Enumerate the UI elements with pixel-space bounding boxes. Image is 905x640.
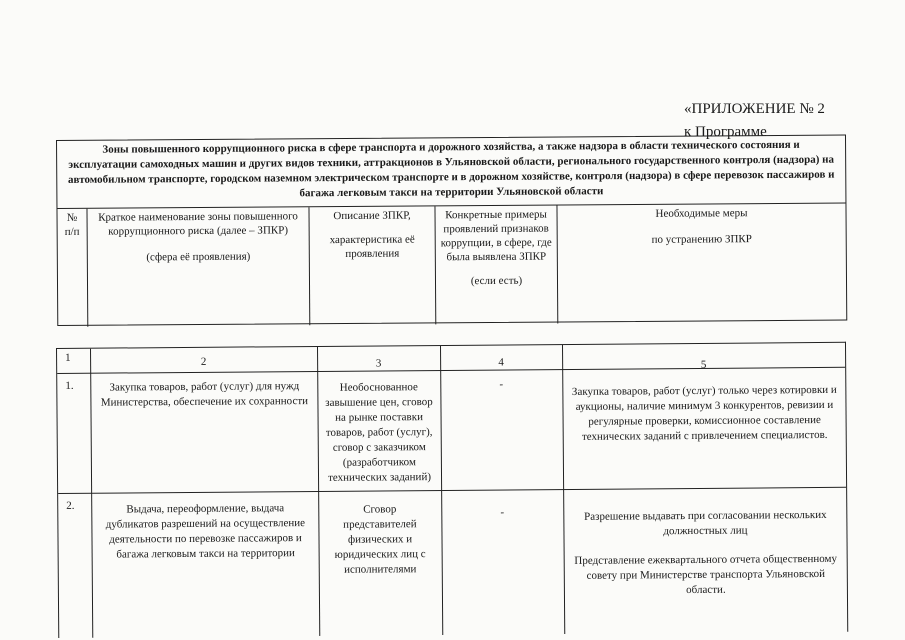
header-col-zone-label: Краткое наименование зоны повышенного коррупционного риска (далее – ЗПКР)	[98, 210, 298, 238]
header-col-zone	[87, 207, 310, 327]
column-number-cell: 1	[65, 351, 71, 364]
row-2-number: 2.	[66, 499, 75, 512]
header-col-number	[57, 209, 88, 327]
row-2-measures	[564, 506, 847, 601]
header-col-description-label: Описание ЗПКР,	[333, 209, 411, 223]
row-2-measures-second: Представление ежеквартального отчета общественному совету при Министерстве транспорта Ульяновской области.	[574, 552, 838, 597]
header-col-zone-note: (сфера её проявления)	[146, 250, 251, 264]
header-col-number-label: № п/п	[64, 211, 80, 238]
row-2-examples: -	[500, 506, 505, 519]
column-number-cell: 5	[700, 358, 707, 371]
row-1-measures: Закупка товаров, работ (услуг) только через котировки и аукционы, наличие минимум 3 конкурентов, ревизии и регулярные проверки, комиссионное составление технических заданий с привлечением специалистов.	[571, 383, 837, 443]
table-caption: Зоны повышенного коррупционного риска в сфере транспорта и дорожного хозяйства, а также надзора в области технического состояния и эксплуатации самоходных машин и других видов техники, аттракционов в Ульяновской области, регионального государственного контроля (надзора) на автомобильном транспорте, городском наземном электрическом транспорте и в дорожном хозяйстве, контроля (надзора) в сфере перевозок пассажиров и багажа легковым такси на территории Ульяновской области	[57, 135, 845, 208]
appendix-subtitle: к Программе	[684, 124, 767, 140]
header-col-measures	[557, 203, 846, 323]
row-1-description: Необоснованное завышение цен, сговор на рынке поставки товаров, работ (услуг), сговор с заказчиком (разработчиком технических заданий)	[325, 381, 433, 484]
column-number-cell: 3	[375, 357, 382, 370]
appendix-title: «ПРИЛОЖЕНИЕ № 2	[684, 101, 825, 117]
row-1-zone: Закупка товаров, работ (услуг) для нужд Министерства, обеспечение их сохранности	[100, 380, 309, 409]
header-col-measures-note: по устранению ЗПКР	[651, 233, 752, 246]
zones-table	[56, 342, 848, 638]
header-col-examples	[435, 206, 558, 325]
header-col-examples-note: (если есть)	[470, 274, 523, 288]
row-1-examples: -	[499, 378, 504, 391]
header-col-description	[309, 206, 436, 325]
row-2-description: Сговор представителей физических и юридических лиц с исполнителями	[334, 503, 426, 576]
column-number-cell: 4	[498, 356, 504, 369]
header-col-description-note: характеристика её проявления	[329, 233, 415, 260]
row-divider	[58, 487, 846, 494]
header-table	[56, 134, 847, 326]
row-2-measures-first: Разрешение выдавать при согласовании нескольких должностных лиц	[584, 508, 827, 538]
header-col-measures-label: Необходимые меры	[655, 207, 748, 220]
header-col-examples-label: Конкретные примеры проявлений признаков коррупции, в сфере, где была выявлена ЗПКР	[440, 208, 552, 264]
column-number-cell: 2	[200, 355, 207, 368]
row-2-zone: Выдача, переоформление, выдача дубликатов разрешений на осуществление деятельности по перевозке пассажиров и багажа легковым такси на территории	[105, 502, 306, 561]
row-1-number: 1.	[65, 379, 74, 392]
